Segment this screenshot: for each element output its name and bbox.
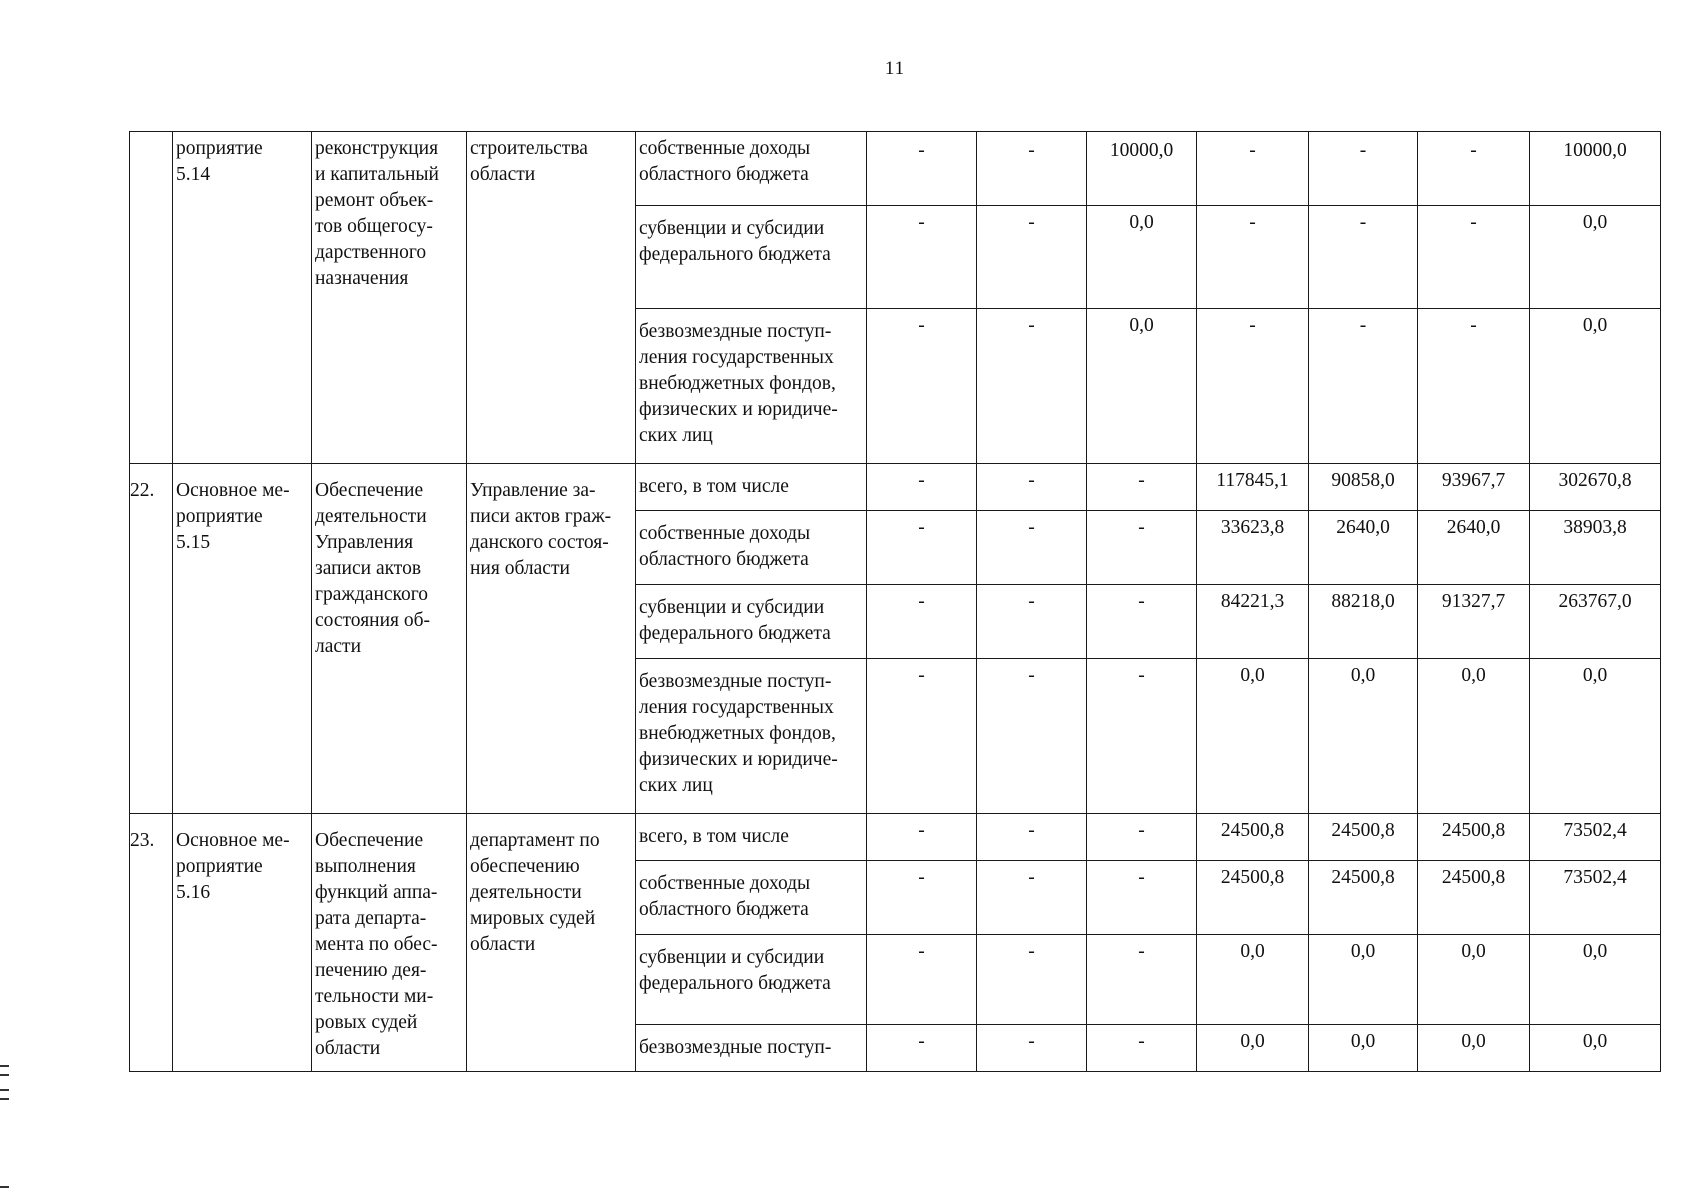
amount-cell: - xyxy=(867,206,977,309)
amount-cell: - xyxy=(1418,132,1530,206)
funding-source-label: собственные доходы областного бюджета xyxy=(636,511,867,585)
amount-cell: - xyxy=(1197,206,1309,309)
amount-cell: 0,0 xyxy=(1530,659,1661,814)
amount-cell: 2640,0 xyxy=(1418,511,1530,585)
amount-cell: - xyxy=(977,585,1087,659)
amount-cell: 73502,4 xyxy=(1530,814,1661,861)
amount-cell: - xyxy=(867,585,977,659)
page-number: 11 xyxy=(884,58,906,79)
funding-source-label: субвенции и субсидии федерального бюджета xyxy=(636,935,867,1025)
amount-cell: - xyxy=(867,814,977,861)
budget-table xyxy=(129,131,1661,1072)
amount-cell: 0,0 xyxy=(1418,935,1530,1025)
amount-cell: 24500,8 xyxy=(1197,861,1309,935)
amount-cell: 0,0 xyxy=(1197,935,1309,1025)
amount-cell: 263767,0 xyxy=(1530,585,1661,659)
amount-cell: - xyxy=(1087,659,1197,814)
activity-name: роприятие 5.14 xyxy=(173,132,312,464)
activity-name: Основное ме- роприятие 5.16 xyxy=(173,814,312,1072)
amount-cell: 0,0 xyxy=(1197,659,1309,814)
amount-cell: - xyxy=(1197,132,1309,206)
amount-cell: - xyxy=(867,935,977,1025)
amount-cell: - xyxy=(867,861,977,935)
amount-cell: - xyxy=(1087,585,1197,659)
amount-cell: - xyxy=(1197,309,1309,464)
amount-cell: - xyxy=(867,309,977,464)
executor-name: департамент по обеспечению деятельности мировых судей области xyxy=(467,814,636,1072)
amount-cell: - xyxy=(1309,309,1418,464)
amount-cell: - xyxy=(867,464,977,511)
amount-cell: 24500,8 xyxy=(1418,814,1530,861)
funding-source-label: безвозмездные поступ- xyxy=(636,1025,867,1072)
funding-source-label: субвенции и субсидии федерального бюджета xyxy=(636,206,867,309)
amount-cell: 90858,0 xyxy=(1309,464,1418,511)
amount-cell: 84221,3 xyxy=(1197,585,1309,659)
margin-tick xyxy=(0,1074,9,1076)
amount-cell: 0,0 xyxy=(1309,1025,1418,1072)
amount-cell: 117845,1 xyxy=(1197,464,1309,511)
amount-cell: 0,0 xyxy=(1309,659,1418,814)
amount-cell: - xyxy=(977,935,1087,1025)
amount-cell: 0,0 xyxy=(1530,309,1661,464)
amount-cell: - xyxy=(1309,206,1418,309)
table-row xyxy=(130,132,1661,206)
amount-cell: - xyxy=(867,511,977,585)
margin-tick xyxy=(0,1098,9,1100)
funding-source-label: безвозмездные поступ- ления государственных внебюджетных фондов, физических и юридиче- ских лиц xyxy=(636,309,867,464)
amount-cell: - xyxy=(977,464,1087,511)
amount-cell: 88218,0 xyxy=(1309,585,1418,659)
amount-cell: - xyxy=(867,132,977,206)
amount-cell: 0,0 xyxy=(1197,1025,1309,1072)
amount-cell: - xyxy=(1418,206,1530,309)
amount-cell: 24500,8 xyxy=(1309,814,1418,861)
amount-cell: - xyxy=(977,206,1087,309)
amount-cell: - xyxy=(977,814,1087,861)
amount-cell: 33623,8 xyxy=(1197,511,1309,585)
row-number xyxy=(130,132,173,464)
amount-cell: - xyxy=(1087,1025,1197,1072)
amount-cell: 24500,8 xyxy=(1309,861,1418,935)
amount-cell: 0,0 xyxy=(1418,1025,1530,1072)
amount-cell: 10000,0 xyxy=(1087,132,1197,206)
margin-tick xyxy=(0,1065,9,1067)
executor-name: Управление за- писи актов граж- данского состоя- ния области xyxy=(467,464,636,814)
amount-cell: - xyxy=(1087,935,1197,1025)
margin-tick xyxy=(0,1089,9,1091)
funding-source-label: собственные доходы областного бюджета xyxy=(636,861,867,935)
funding-source-label: всего, в том числе xyxy=(636,464,867,511)
amount-cell: - xyxy=(1418,309,1530,464)
amount-cell: 0,0 xyxy=(1087,309,1197,464)
amount-cell: - xyxy=(867,659,977,814)
activity-description: Обеспечение выполнения функций аппа- рата департа- мента по обес- печению дея- тельности ми- ровых судей области xyxy=(312,814,467,1072)
row-number: 23. xyxy=(130,814,173,1072)
amount-cell: - xyxy=(977,861,1087,935)
amount-cell: - xyxy=(977,511,1087,585)
amount-cell: 0,0 xyxy=(1530,1025,1661,1072)
amount-cell: 0,0 xyxy=(1087,206,1197,309)
amount-cell: - xyxy=(977,309,1087,464)
funding-source-label: собственные доходы областного бюджета xyxy=(636,132,867,206)
amount-cell: 0,0 xyxy=(1418,659,1530,814)
amount-cell: - xyxy=(1087,814,1197,861)
activity-name: Основное ме- роприятие 5.15 xyxy=(173,464,312,814)
funding-source-label: субвенции и субсидии федерального бюджета xyxy=(636,585,867,659)
amount-cell: 91327,7 xyxy=(1418,585,1530,659)
amount-cell: 93967,7 xyxy=(1418,464,1530,511)
amount-cell: - xyxy=(1087,861,1197,935)
amount-cell: 24500,8 xyxy=(1418,861,1530,935)
amount-cell: 0,0 xyxy=(1530,206,1661,309)
amount-cell: 302670,8 xyxy=(1530,464,1661,511)
amount-cell: - xyxy=(1087,464,1197,511)
amount-cell: - xyxy=(977,132,1087,206)
funding-source-label: всего, в том числе xyxy=(636,814,867,861)
amount-cell: 10000,0 xyxy=(1530,132,1661,206)
amount-cell: 2640,0 xyxy=(1309,511,1418,585)
amount-cell: 24500,8 xyxy=(1197,814,1309,861)
executor-name: строительства области xyxy=(467,132,636,464)
table-row xyxy=(130,464,1661,511)
amount-cell: - xyxy=(1309,132,1418,206)
funding-source-label: безвозмездные поступ- ления государственных внебюджетных фондов, физических и юридиче- ских лиц xyxy=(636,659,867,814)
amount-cell: 0,0 xyxy=(1309,935,1418,1025)
amount-cell: - xyxy=(867,1025,977,1072)
activity-description: Обеспечение деятельности Управления записи актов гражданского состояния об- ласти xyxy=(312,464,467,814)
amount-cell: 0,0 xyxy=(1530,935,1661,1025)
row-number: 22. xyxy=(130,464,173,814)
margin-tick xyxy=(0,1186,9,1188)
amount-cell: - xyxy=(977,1025,1087,1072)
table-row xyxy=(130,814,1661,861)
amount-cell: - xyxy=(977,659,1087,814)
amount-cell: - xyxy=(1087,511,1197,585)
amount-cell: 73502,4 xyxy=(1530,861,1661,935)
activity-description: реконструкция и капитальный ремонт объек- тов общегосу- дарственного назначения xyxy=(312,132,467,464)
amount-cell: 38903,8 xyxy=(1530,511,1661,585)
